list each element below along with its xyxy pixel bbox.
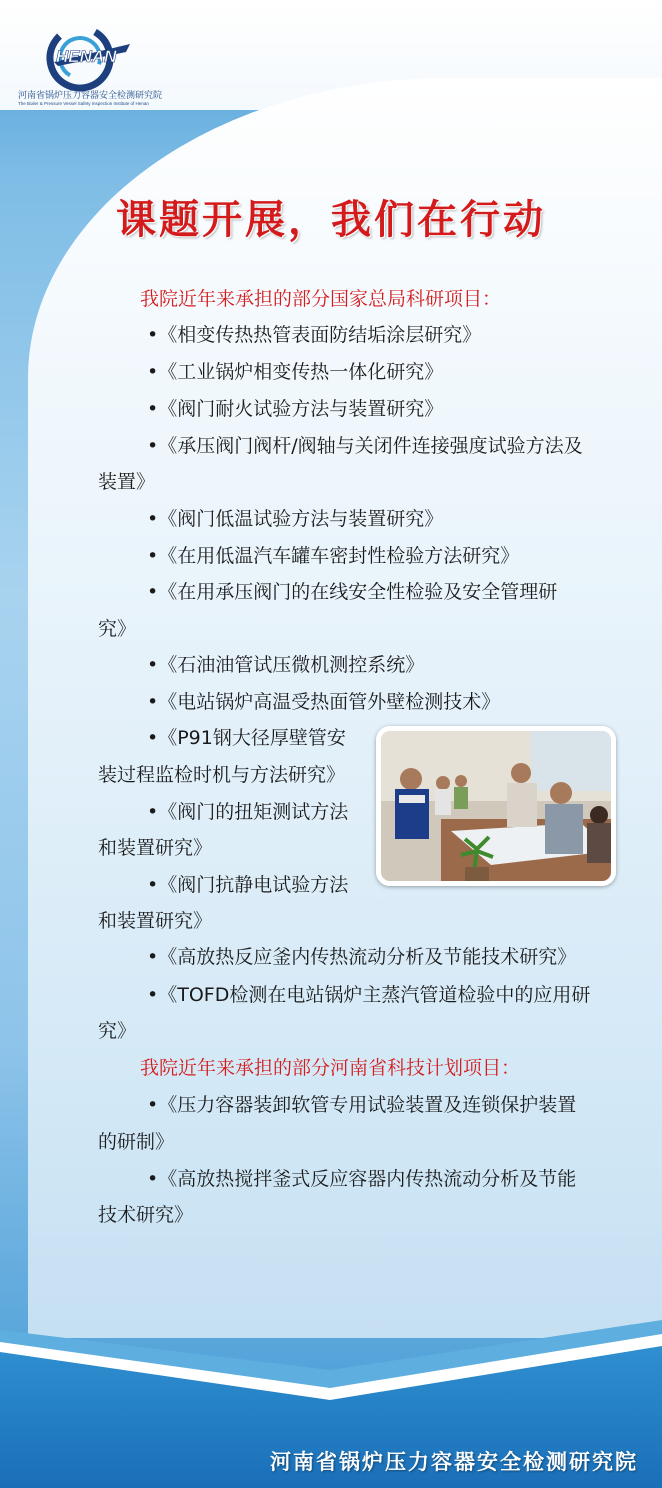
- project-item: •《阀门低温试验方法与装置研究》: [147, 508, 444, 530]
- org-name-en: The Boiler & Pressure Vessel Safety Inspection Institute of Henan: [18, 101, 149, 106]
- project-item: •《在用低温汽车罐车密封性检验方法研究》: [147, 545, 520, 567]
- project-item: 和装置研究》: [98, 837, 213, 859]
- project-item: •《压力容器装卸软管专用试验装置及连锁保护装置: [147, 1094, 577, 1116]
- project-item: 技术研究》: [98, 1204, 194, 1226]
- project-item: 究》: [98, 1020, 137, 1042]
- project-item: •《工业锅炉相变传热一体化研究》: [147, 361, 444, 383]
- footer-org-name: 河南省锅炉压力容器安全检测研究院: [270, 1450, 638, 1474]
- org-name-cn: 河南省锅炉压力容器安全检测研究院: [18, 91, 163, 101]
- project-item: •《相变传热热管表面防结垢涂层研究》: [147, 324, 482, 346]
- project-item: 的研制》: [98, 1131, 175, 1153]
- section-heading: 我院近年来承担的部分国家总局科研项目：: [140, 288, 502, 310]
- project-item: •《TOFD检测在电站锅炉主蒸汽管道检验中的应用研: [147, 984, 591, 1006]
- project-item: •《高放热搅拌釜式反应容器内传热流动分析及节能: [147, 1168, 577, 1190]
- project-item: •《P91钢大径厚壁管安: [147, 727, 346, 749]
- logo-wordmark: HENAN: [56, 47, 117, 66]
- project-item: 装置》: [98, 471, 156, 493]
- project-item: 和装置研究》: [98, 910, 213, 932]
- project-item: •《阀门抗静电试验方法: [147, 874, 349, 896]
- project-item: •《在用承压阀门的在线安全性检验及安全管理研: [147, 581, 558, 603]
- meeting-photo: [376, 726, 616, 886]
- meeting-photo-illustration: [381, 731, 611, 881]
- project-item: •《电站锅炉高温受热面管外壁检测技术》: [147, 691, 501, 713]
- page-title: 课题开展，我们在行动: [116, 197, 546, 243]
- project-item: •《承压阀门阀杆/阀轴与关闭件连接强度试验方法及: [147, 435, 583, 457]
- project-item: •《石油油管试压微机测控系统》: [147, 654, 425, 676]
- project-item: 究》: [98, 618, 137, 640]
- project-item: •《高放热反应釜内传热流动分析及节能技术研究》: [147, 946, 577, 968]
- project-item: •《阀门的扭矩测试方法: [147, 801, 349, 823]
- project-item: 装过程监检时机与方法研究》: [98, 764, 346, 786]
- section-heading: 我院近年来承担的部分河南省科技计划项目：: [140, 1057, 521, 1079]
- project-item: •《阀门耐火试验方法与装置研究》: [147, 398, 444, 420]
